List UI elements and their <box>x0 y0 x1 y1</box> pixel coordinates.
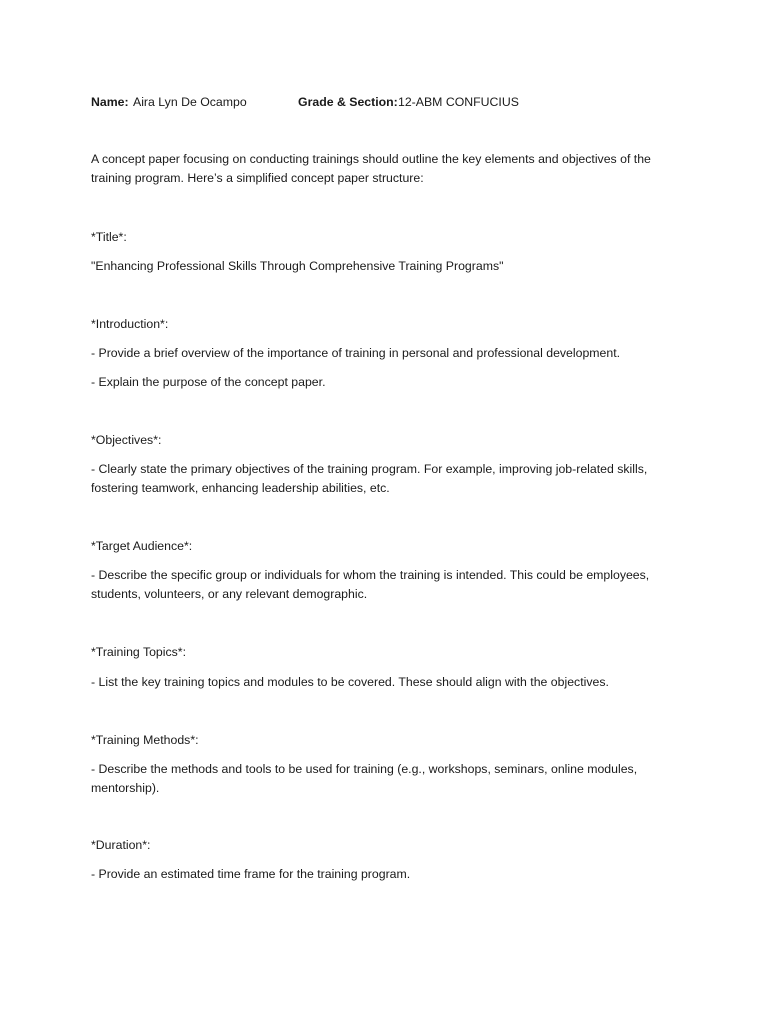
section-heading-duration: *Duration*: <box>91 838 151 852</box>
section-heading-training-methods: *Training Methods*: <box>91 733 199 747</box>
section-heading-title: *Title*: <box>91 230 127 244</box>
section-heading-training-topics: *Training Topics*: <box>91 645 187 659</box>
section-body-objectives: - Clearly state the primary objectives of the training program. For example, improving job-related skills, fostering teamwork, enhancing leadership abilities, etc. <box>91 462 648 495</box>
section-heading-objectives: *Objectives*: <box>91 433 162 447</box>
intro-paragraph: A concept paper focusing on conducting trainings should outline the key elements and objectives of the training program. Here’s a simplified concept paper structure: <box>91 152 651 185</box>
section-body-introduction-1: - Provide a brief overview of the importance of training in personal and professional development. <box>91 346 621 360</box>
name-value: Aira Lyn De Ocampo <box>133 95 247 109</box>
grade-section-value: 12-ABM CONFUCIUS <box>398 95 519 109</box>
section-body-duration: - Provide an estimated time frame for the training program. <box>91 867 411 881</box>
section-heading-target-audience: *Target Audience*: <box>91 539 193 553</box>
section-body-training-topics: - List the key training topics and modules to be covered. These should align with the objectives. <box>91 675 609 689</box>
section-body-target-audience: - Describe the specific group or individuals for whom the training is intended. This could be employees, students, volunteers, or any relevant demographic. <box>91 568 650 601</box>
section-body-introduction-2: - Explain the purpose of the concept paper. <box>91 375 326 389</box>
grade-section-label: Grade & Section: <box>298 95 398 109</box>
section-heading-introduction: *Introduction*: <box>91 317 169 331</box>
section-body-title: "Enhancing Professional Skills Through Comprehensive Training Programs" <box>91 259 504 273</box>
name-label: Name: <box>91 95 129 109</box>
section-body-training-methods: - Describe the methods and tools to be used for training (e.g., workshops, seminars, online modules, mentorship). <box>91 762 638 795</box>
